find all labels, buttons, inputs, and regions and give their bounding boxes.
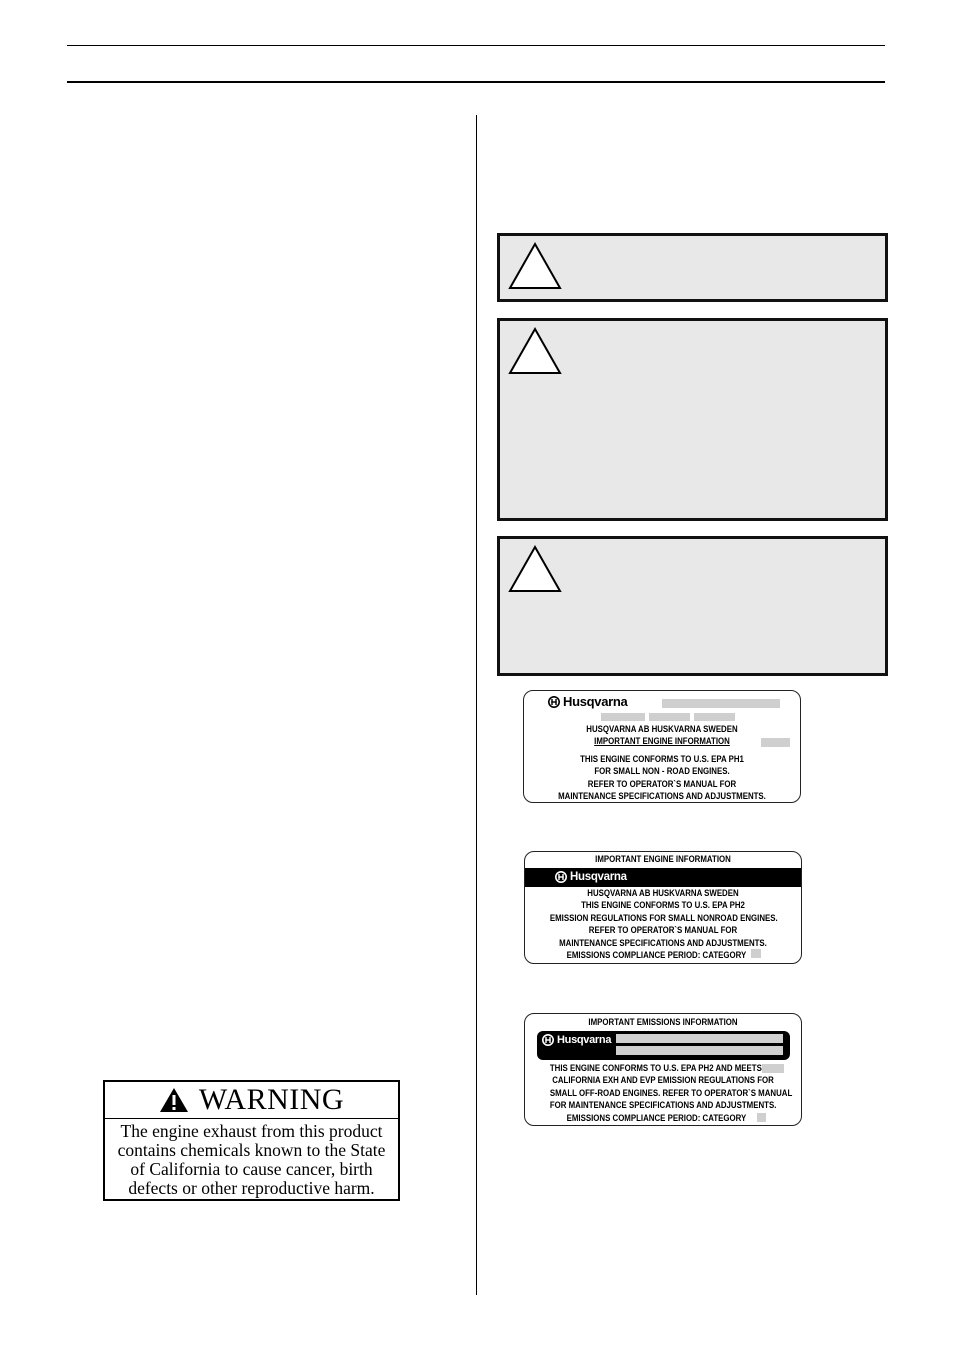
engine-label-california: IMPORTANT EMISSIONS INFORMATION Husqvarna THIS ENGINE CONFORMS TO U.S. EPA PH2 AND MEETS CALIFORNIA EXH AND EVP EMISSION REGULATIONS FOR SMALL OFF-ROAD ENGINES. REFER TO OPERATOR`S MANUAL FOR MAINTENANCE SPECIFICATIONS AND ADJUSTMENTS. EMISSIONS COMPLIANCE PERIOD: CATEGORY xyxy=(524,1013,802,1126)
husqvarna-logo: Husqvarna xyxy=(555,871,627,883)
brand-bar xyxy=(525,868,801,887)
engine-label-ph2: IMPORTANT ENGINE INFORMATION Husqvarna HUSQVARNA AB HUSKVARNA SWEDEN THIS ENGINE CONFORMS TO U.S. EPA PH2 EMISSION REGULATIONS FOR SMALL NONROAD ENGINES. REFER TO OPERATOR`S MANUAL FOR MAINTENANCE SPECIFICATIONS AND ADJUSTMENTS. EMISSIONS COMPLIANCE PERIOD: CATEGORY xyxy=(524,851,802,964)
california-warning-header xyxy=(105,1082,398,1119)
warning-triangle-icon xyxy=(159,1087,189,1113)
warning-triangle-icon xyxy=(507,326,563,376)
husqvarna-crown-icon xyxy=(548,696,560,708)
engine-label-ph1: Husqvarna HUSQVARNA AB HUSKVARNA SWEDEN IMPORTANT ENGINE INFORMATION THIS ENGINE CONFORMS TO U.S. EPA PH1 FOR SMALL NON - ROAD ENGINES. REFER TO OPERATOR`S MANUAL FOR MAINTENANCE SPECIFICATIONS AND ADJUSTMENTS. xyxy=(523,690,801,803)
warning-heading: WARNING xyxy=(198,1083,345,1116)
husqvarna-logo: Husqvarna xyxy=(548,696,628,708)
husqvarna-crown-icon xyxy=(542,1034,554,1046)
husqvarna-crown-icon xyxy=(555,871,567,883)
warning-box-2 xyxy=(497,318,888,521)
warning-triangle-icon xyxy=(507,241,563,291)
warning-box-3 xyxy=(497,536,888,676)
top-rule xyxy=(67,45,885,46)
california-warning xyxy=(103,1080,400,1201)
warning-text: The engine exhaust from this product contains chemicals known to the State of California to cause cancer, birth defects or other reproductive harm. xyxy=(117,1121,386,1198)
warning-box-1 xyxy=(497,233,888,302)
husqvarna-logo: Husqvarna xyxy=(542,1034,611,1046)
header-rule xyxy=(67,81,885,83)
brand-panel xyxy=(537,1031,790,1060)
warning-triangle-icon xyxy=(507,544,563,594)
column-divider xyxy=(476,115,477,1295)
